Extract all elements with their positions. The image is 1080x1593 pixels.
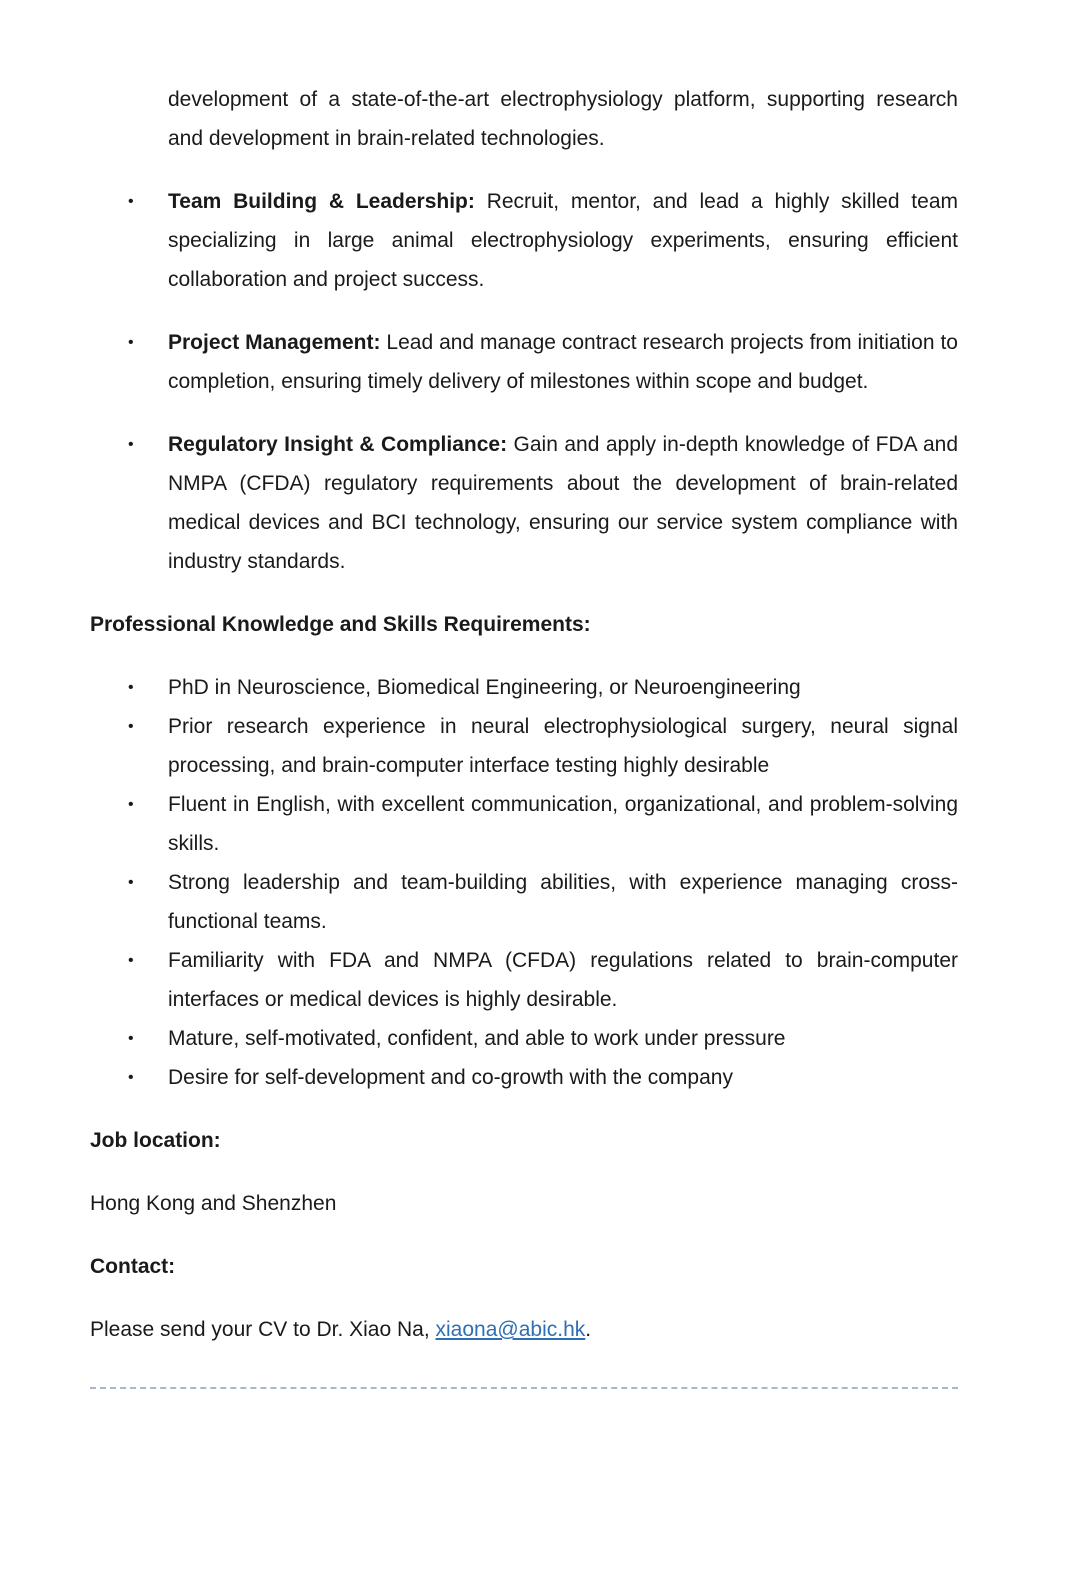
bullet-icon: • [128,193,134,210]
bullet-icon: • [128,718,134,735]
list-item [90,785,958,863]
bullet-icon: • [128,952,134,969]
bullet-icon: • [128,1030,134,1047]
contact-line [90,1310,958,1349]
contact-email-link[interactable]: xiaona@abic.hk [435,1318,586,1341]
requirement-text: Mature, self-motivated, confident, and able to work under pressure [168,1027,786,1050]
list-item [90,1058,958,1097]
requirements-heading: Professional Knowledge and Skills Requirements: [90,613,591,636]
list-item [90,182,958,299]
responsibility-title: Project Management: [168,331,381,354]
responsibilities-list [90,182,958,581]
list-item [90,425,958,581]
list-item [90,941,958,1019]
location-heading: Job location: [90,1129,221,1152]
document-page [90,80,958,1389]
requirement-text: Familiarity with FDA and NMPA (CFDA) regulations related to brain-computer interfaces or medical devices is highly desirable. [168,949,958,1011]
responsibility-text: Lead and manage contract research projects from initiation to completion, ensuring timely delivery of milestones within scope and budget. [168,331,958,393]
list-item [90,668,958,707]
responsibility-title: Regulatory Insight & Compliance: [168,433,508,456]
requirement-text: Strong leadership and team-building abilities, with experience managing cross-functional teams. [168,871,958,933]
bullet-icon: • [128,874,134,891]
requirement-text: Fluent in English, with excellent communication, organizational, and problem-solving skills. [168,793,958,855]
requirement-text: Desire for self-development and co-growth with the company [168,1066,733,1089]
list-item [90,323,958,401]
contact-heading: Contact: [90,1255,176,1278]
responsibility-text: Gain and apply in-depth knowledge of FDA and NMPA (CFDA) regulatory requirements about the development of brain-related medical devices and BCI technology, ensuring our service system compliance with industry standards. [168,433,958,573]
location-text: Hong Kong and Shenzhen [90,1192,337,1215]
requirement-text: Prior research experience in neural electrophysiological surgery, neural signal processing, and brain-computer interface testing highly desirable [168,715,958,777]
bullet-icon: • [128,1069,134,1086]
dashed-divider [90,1387,958,1389]
list-item [90,1019,958,1058]
contact-text: Please send your CV to Dr. Xiao Na, [90,1318,430,1341]
bullet-icon: • [128,334,134,351]
bullet-icon: • [128,436,134,453]
bullet-icon: • [128,796,134,813]
requirements-list [90,668,958,1097]
list-item [90,707,958,785]
list-item [90,863,958,941]
intro-continuation: development of a state-of-the-art electrophysiology platform, supporting research and development in brain-related technologies. [168,88,958,150]
requirement-text: PhD in Neuroscience, Biomedical Engineering, or Neuroengineering [168,676,801,699]
contact-period: . [585,1318,592,1341]
responsibility-title: Team Building & Leadership: [168,190,475,213]
bullet-icon: • [128,679,134,696]
responsibility-text: Recruit, mentor, and lead a highly skilled team specializing in large animal electrophysiology experiments, ensuring efficient collaboration and project success. [168,190,958,291]
requirements-section [90,668,958,1097]
